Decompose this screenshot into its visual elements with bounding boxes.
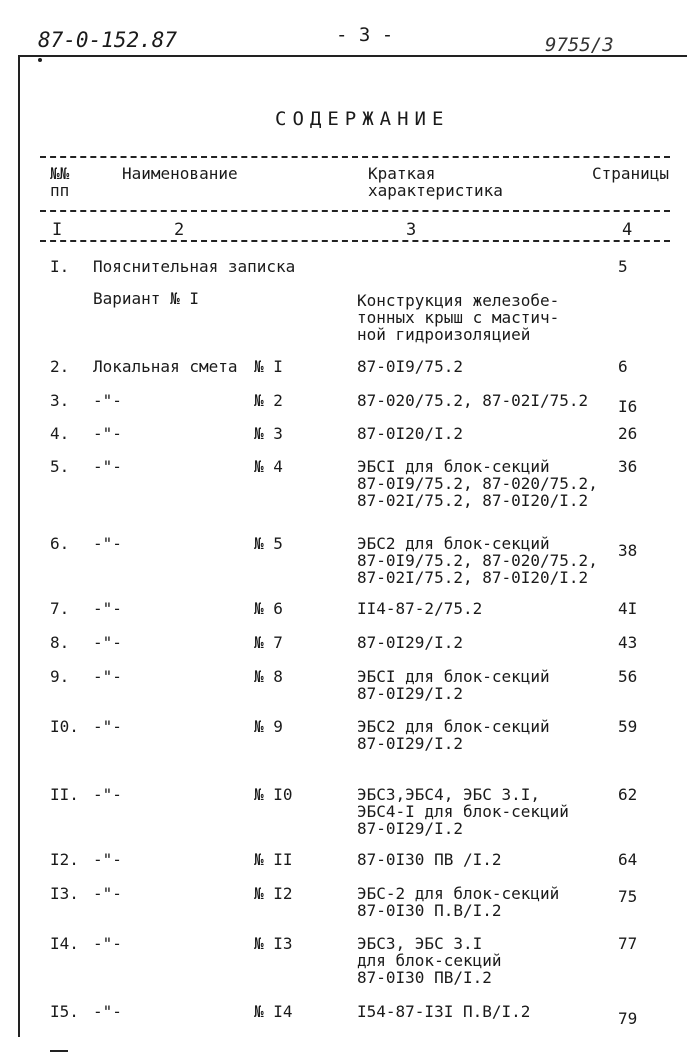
row-mark: № 2: [254, 391, 283, 410]
row-page: 77: [618, 934, 638, 953]
row-name: -"-: [93, 934, 122, 953]
row-num: 3.: [50, 391, 70, 410]
row-desc: ЭБС2 для блок-секций 87-0I9/75.2, 87-020/75.2, 87-02I/75.2, 87-0I20/I.2: [357, 534, 598, 587]
row-page: 79: [618, 1009, 638, 1028]
row-name: Вариант № I: [93, 289, 199, 308]
col-header-desc: Краткая характеристика: [368, 164, 503, 200]
row-page: 36: [618, 457, 638, 476]
row-name: -"-: [93, 424, 122, 443]
row-name: -"-: [93, 850, 122, 869]
bottom-mark: [50, 1050, 68, 1052]
row-page: 4I: [618, 599, 638, 618]
row-page: I6: [618, 397, 638, 416]
row-mark: № I: [254, 357, 283, 376]
row-page: 5: [618, 257, 628, 276]
row-page: 38: [618, 541, 638, 560]
row-num: I3.: [50, 884, 79, 903]
row-desc: 87-0I30 ПВ /I.2: [357, 850, 502, 869]
row-mark: № I3: [254, 934, 293, 953]
col-number-2: 2: [174, 220, 185, 240]
row-name: Пояснительная записка: [93, 257, 296, 276]
row-mark: № 6: [254, 599, 283, 618]
row-name: Локальная смета: [93, 357, 238, 376]
row-desc: ЭБС2 для блок-секций 87-0I29/I.2: [357, 717, 550, 753]
row-num: 8.: [50, 633, 70, 652]
col-header-num: №№ пп: [50, 164, 70, 200]
row-mark: № I4: [254, 1002, 293, 1021]
row-mark: № 3: [254, 424, 283, 443]
row-desc: ЭБС3, ЭБС 3.I для блок-секций 87-0I30 ПВ/I.2: [357, 934, 502, 987]
row-num: 5.: [50, 457, 70, 476]
row-num: 4.: [50, 424, 70, 443]
row-name: -"-: [93, 599, 122, 618]
row-mark: № 5: [254, 534, 283, 553]
row-desc: 87-0I29/I.2: [357, 633, 463, 652]
row-num: II.: [50, 785, 79, 804]
row-page: 59: [618, 717, 638, 736]
row-desc: II4-87-2/75.2: [357, 599, 483, 618]
row-desc: 87-0I9/75.2: [357, 357, 463, 376]
divider-header: [40, 210, 670, 212]
row-name: -"-: [93, 785, 122, 804]
row-mark: № I0: [254, 785, 293, 804]
row-page: 43: [618, 633, 638, 652]
row-name: -"-: [93, 717, 122, 736]
row-desc: ЭБС3,ЭБС4, ЭБС 3.I, ЭБС4-I для блок-секций 87-0I29/I.2: [357, 785, 569, 838]
row-desc: ЭБСI для блок-секций 87-0I9/75.2, 87-020/75.2, 87-02I/75.2, 87-0I20/I.2: [357, 457, 598, 510]
row-mark: № I2: [254, 884, 293, 903]
row-mark: № 8: [254, 667, 283, 686]
ink-dot: [38, 58, 42, 62]
divider-top: [40, 156, 670, 158]
row-num: 7.: [50, 599, 70, 618]
row-desc: I54-87-I3I П.В/I.2: [357, 1002, 531, 1021]
row-num: I5.: [50, 1002, 79, 1021]
row-name: -"-: [93, 667, 122, 686]
row-page: 26: [618, 424, 638, 443]
row-num: I4.: [50, 934, 79, 953]
col-header-name: Наименование: [122, 164, 238, 183]
row-name: -"-: [93, 457, 122, 476]
row-desc: ЭБС-2 для блок-секций 87-0I30 П.В/I.2: [357, 884, 560, 920]
row-name: -"-: [93, 391, 122, 410]
row-name: -"-: [93, 1002, 122, 1021]
row-page: 62: [618, 785, 638, 804]
row-name: -"-: [93, 633, 122, 652]
row-num: I2.: [50, 850, 79, 869]
row-num: I0.: [50, 717, 79, 736]
row-mark: № II: [254, 850, 293, 869]
row-mark: № 7: [254, 633, 283, 652]
row-num: I.: [50, 257, 70, 276]
row-num: 2.: [50, 357, 70, 376]
col-header-page: Страницы: [592, 164, 670, 183]
row-num: 6.: [50, 534, 70, 553]
page-number: - 3 -: [336, 24, 394, 46]
row-desc: Конструкция железобе- тонных крыш с мастич- ной гидроизоляцией: [357, 291, 560, 344]
row-num: 9.: [50, 667, 70, 686]
row-mark: № 9: [254, 717, 283, 736]
col-number-4: 4: [622, 220, 633, 240]
row-page: 6: [618, 357, 628, 376]
row-page: 64: [618, 850, 638, 869]
sheet-code: 9755/3: [545, 34, 614, 56]
row-mark: № 4: [254, 457, 283, 476]
divider-numbers: [40, 240, 670, 242]
row-name: -"-: [93, 534, 122, 553]
page-title: СОДЕРЖАНИЕ: [275, 108, 450, 130]
col-number-1: I: [52, 220, 63, 240]
row-desc: 87-020/75.2, 87-02I/75.2: [357, 391, 589, 410]
row-desc: ЭБСI для блок-секций 87-0I29/I.2: [357, 667, 550, 703]
row-name: -"-: [93, 884, 122, 903]
col-number-3: 3: [406, 220, 417, 240]
row-page: 56: [618, 667, 638, 686]
document-code: 87-0-152.87: [38, 28, 178, 52]
row-desc: 87-0I20/I.2: [357, 424, 463, 443]
row-page: 75: [618, 887, 638, 906]
